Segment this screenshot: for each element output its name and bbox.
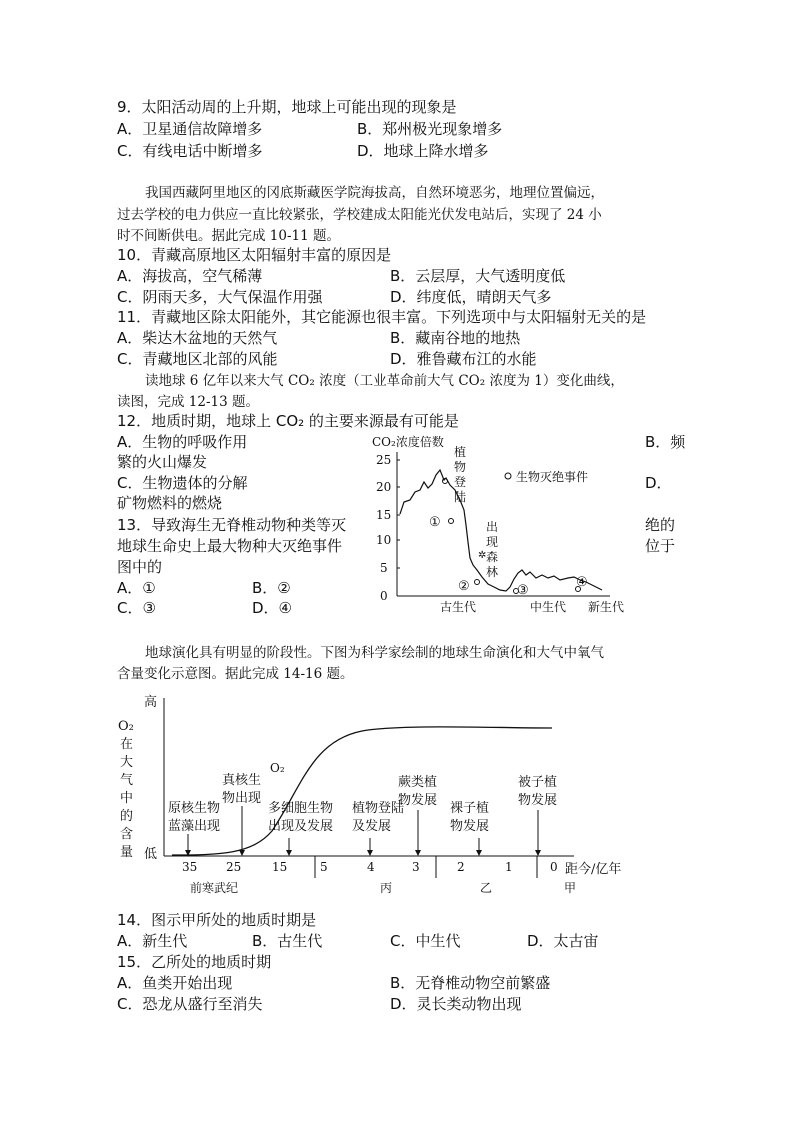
event-eukaryote-l2: 物出现	[222, 791, 262, 806]
q9-option-c: C．有线电话中断增多	[117, 142, 263, 160]
q11-stem: 11．青藏地区除太阳能外，其它能源也很丰富。下列选项中与太阳辐射无关的是	[117, 308, 647, 326]
q12-option-d-start: D．	[645, 474, 672, 492]
period-yi: 乙	[480, 881, 493, 895]
label-forest-appear: 出现森林	[486, 520, 499, 579]
q9-option-a: A．卫星通信故障增多	[117, 120, 263, 138]
q14-option-a: A．新生代	[117, 932, 188, 950]
era-mesozoic: 中生代	[530, 600, 567, 614]
co2-ytick: 10	[376, 533, 392, 547]
passage1-line1: 我国西藏阿里地区的冈底斯藏医学院海拔高，自然环境恶劣，地理位置偏远，	[145, 185, 604, 201]
q13-option-c: C．③	[117, 599, 156, 617]
q13-stem-line3: 图中的	[117, 558, 163, 576]
q12-stem: 12．地质时期，地球上 CO₂ 的主要来源最有可能是	[117, 412, 459, 430]
q10-stem: 10．青藏高原地区太阳辐射丰富的原因是	[117, 246, 392, 264]
label-plant-landing: 植物登陆	[454, 445, 467, 504]
extinction-marker	[475, 580, 480, 585]
event-plants-land-l1: 植物登陆	[352, 801, 405, 816]
q15-option-a: A．鱼类开始出现	[117, 974, 233, 992]
xtick: 25	[226, 860, 242, 874]
o2-chart	[112, 686, 672, 902]
q11-option-d: D．雅鲁藏布江的水能	[390, 350, 537, 368]
q15-option-d: D．灵长类动物出现	[390, 995, 522, 1013]
co2-chart-ylabel: CO₂浓度倍数	[372, 435, 444, 449]
marker-4: ④	[576, 575, 588, 590]
era-cenozoic: 新生代	[588, 600, 625, 614]
passage2-line2: 读图，完成 12-13 题。	[117, 394, 260, 410]
xtick: 35	[182, 860, 198, 874]
q13-stem-line1-end: 绝的	[645, 516, 676, 534]
co2-ytick: 15	[376, 508, 392, 522]
event-prokaryote-l2: 蓝藻出现	[168, 819, 221, 834]
xtick: 1	[505, 860, 513, 874]
q12-option-a: A．生物的呼吸作用	[117, 433, 248, 451]
q9-option-d: D．地球上降水增多	[357, 142, 489, 160]
passage1-line3: 时不间断供电。据此完成 10-11 题。	[117, 228, 341, 244]
xtick: 2	[457, 860, 465, 874]
passage2-line1: 读地球 6 亿年以来大气 CO₂ 浓度（工业革命前大气 CO₂ 浓度为 1）变化曲线，	[145, 373, 624, 389]
event-ferns-l2: 物发展	[398, 793, 438, 808]
event-gymnosperms-l2: 物发展	[450, 819, 490, 834]
o2-xaxis-label: 距今/亿年	[565, 862, 622, 877]
co2-ytick: 0	[380, 589, 388, 603]
xtick: 4	[367, 860, 375, 874]
q14-option-c: C．中生代	[390, 932, 461, 950]
era-paleozoic: 古生代	[440, 600, 477, 614]
event-prokaryote-l1: 原核生物	[168, 801, 221, 816]
co2-ytick: 25	[376, 453, 392, 467]
q13-stem-line1: 13．导致海生无脊椎动物种类等灭	[117, 516, 347, 534]
xtick: 5	[320, 860, 328, 874]
q10-option-d: D．纬度低，晴朗天气多	[390, 288, 552, 306]
event-eukaryote-l1: 真核生	[222, 773, 262, 788]
q11-option-b: B．藏南谷地的地热	[390, 329, 521, 347]
q13-stem-line2-end: 位于	[645, 537, 676, 555]
q14-stem: 14．图示甲所处的地质时期是	[117, 911, 317, 929]
q10-option-a: A．海拔高，空气稀薄	[117, 267, 263, 285]
co2-ytick: 5	[380, 561, 388, 575]
xtick: 0	[550, 860, 558, 874]
period-bing: 丙	[380, 881, 393, 895]
q15-option-b: B．无脊椎动物空前繁盛	[390, 974, 551, 992]
co2-curve	[400, 470, 602, 591]
marker-3: ③	[517, 583, 529, 598]
q14-option-d: D．太古宙	[527, 932, 599, 950]
q14-option-b: B．古生代	[252, 932, 323, 950]
q13-stem-line2: 地球生命史上最大物种大灭绝事件	[117, 537, 343, 555]
xtick: 3	[412, 860, 420, 874]
co2-chart	[360, 430, 640, 620]
q9-option-b: B．郑州极光现象增多	[357, 120, 503, 138]
passage3-line1: 地球演化具有明显的阶段性。下图为科学家绘制的地球生命演化和大气中氧气	[145, 645, 604, 661]
q12-option-b-start: B．频	[645, 433, 686, 451]
q9-stem: 9．太阳活动周的上升期，地球上可能出现的现象是	[117, 98, 457, 116]
event-multicellular-l1: 多细胞生物	[268, 801, 334, 816]
q10-option-c: C．阴雨天多，大气保温作用强	[117, 288, 323, 306]
passage3-line2: 含量变化示意图。据此完成 14-16 题。	[117, 666, 354, 682]
xtick: 15	[272, 860, 288, 874]
q12-option-b-rest: 繁的火山爆发	[117, 453, 208, 471]
o2-high-label: 高	[144, 695, 158, 710]
event-multicellular-l2: 出现及发展	[268, 819, 334, 834]
q13-option-a: A．①	[117, 579, 156, 597]
legend-extinction-icon	[505, 473, 511, 479]
event-gymnosperms-l1: 裸子植	[450, 801, 490, 816]
marker-2: ②	[458, 579, 470, 594]
co2-ytick: 20	[376, 480, 392, 494]
q11-option-a: A．柴达木盆地的天然气	[117, 329, 278, 347]
o2-ylabel: O₂ 在大气中的含量	[118, 719, 134, 860]
q12-option-d-rest: 矿物燃料的燃烧	[117, 494, 223, 512]
legend-extinction-label: 生物灭绝事件	[516, 470, 589, 484]
event-ferns-l1: 蕨类植	[398, 775, 438, 790]
q13-option-d: D．④	[252, 599, 292, 617]
event-angiosperms-l1: 被子植	[518, 775, 558, 790]
q11-option-c: C．青藏地区北部的风能	[117, 350, 278, 368]
event-angiosperms-l2: 物发展	[518, 793, 558, 808]
q12-option-c: C．生物遗体的分解	[117, 474, 248, 492]
q10-option-b: B．云层厚，大气透明度低	[390, 267, 566, 285]
forest-star-icon: ✲	[478, 550, 487, 561]
extinction-marker	[449, 519, 454, 524]
passage1-line2: 过去学校的电力供应一直比较紧张，学校建成太阳能光伏发电站后，实现了 24 小	[117, 207, 602, 223]
o2-low-label: 低	[144, 847, 158, 862]
period-jia: 甲	[564, 881, 577, 895]
q13-option-b: B．②	[252, 579, 291, 597]
q15-stem: 15．乙所处的地质时期	[117, 953, 272, 971]
period-precambrian: 前寒武纪	[190, 881, 239, 895]
o2-curve-label: O₂	[270, 761, 285, 775]
marker-1: ①	[429, 515, 441, 530]
event-plants-land-l2: 及发展	[352, 819, 392, 834]
q15-option-c: C．恐龙从盛行至消失	[117, 995, 263, 1013]
